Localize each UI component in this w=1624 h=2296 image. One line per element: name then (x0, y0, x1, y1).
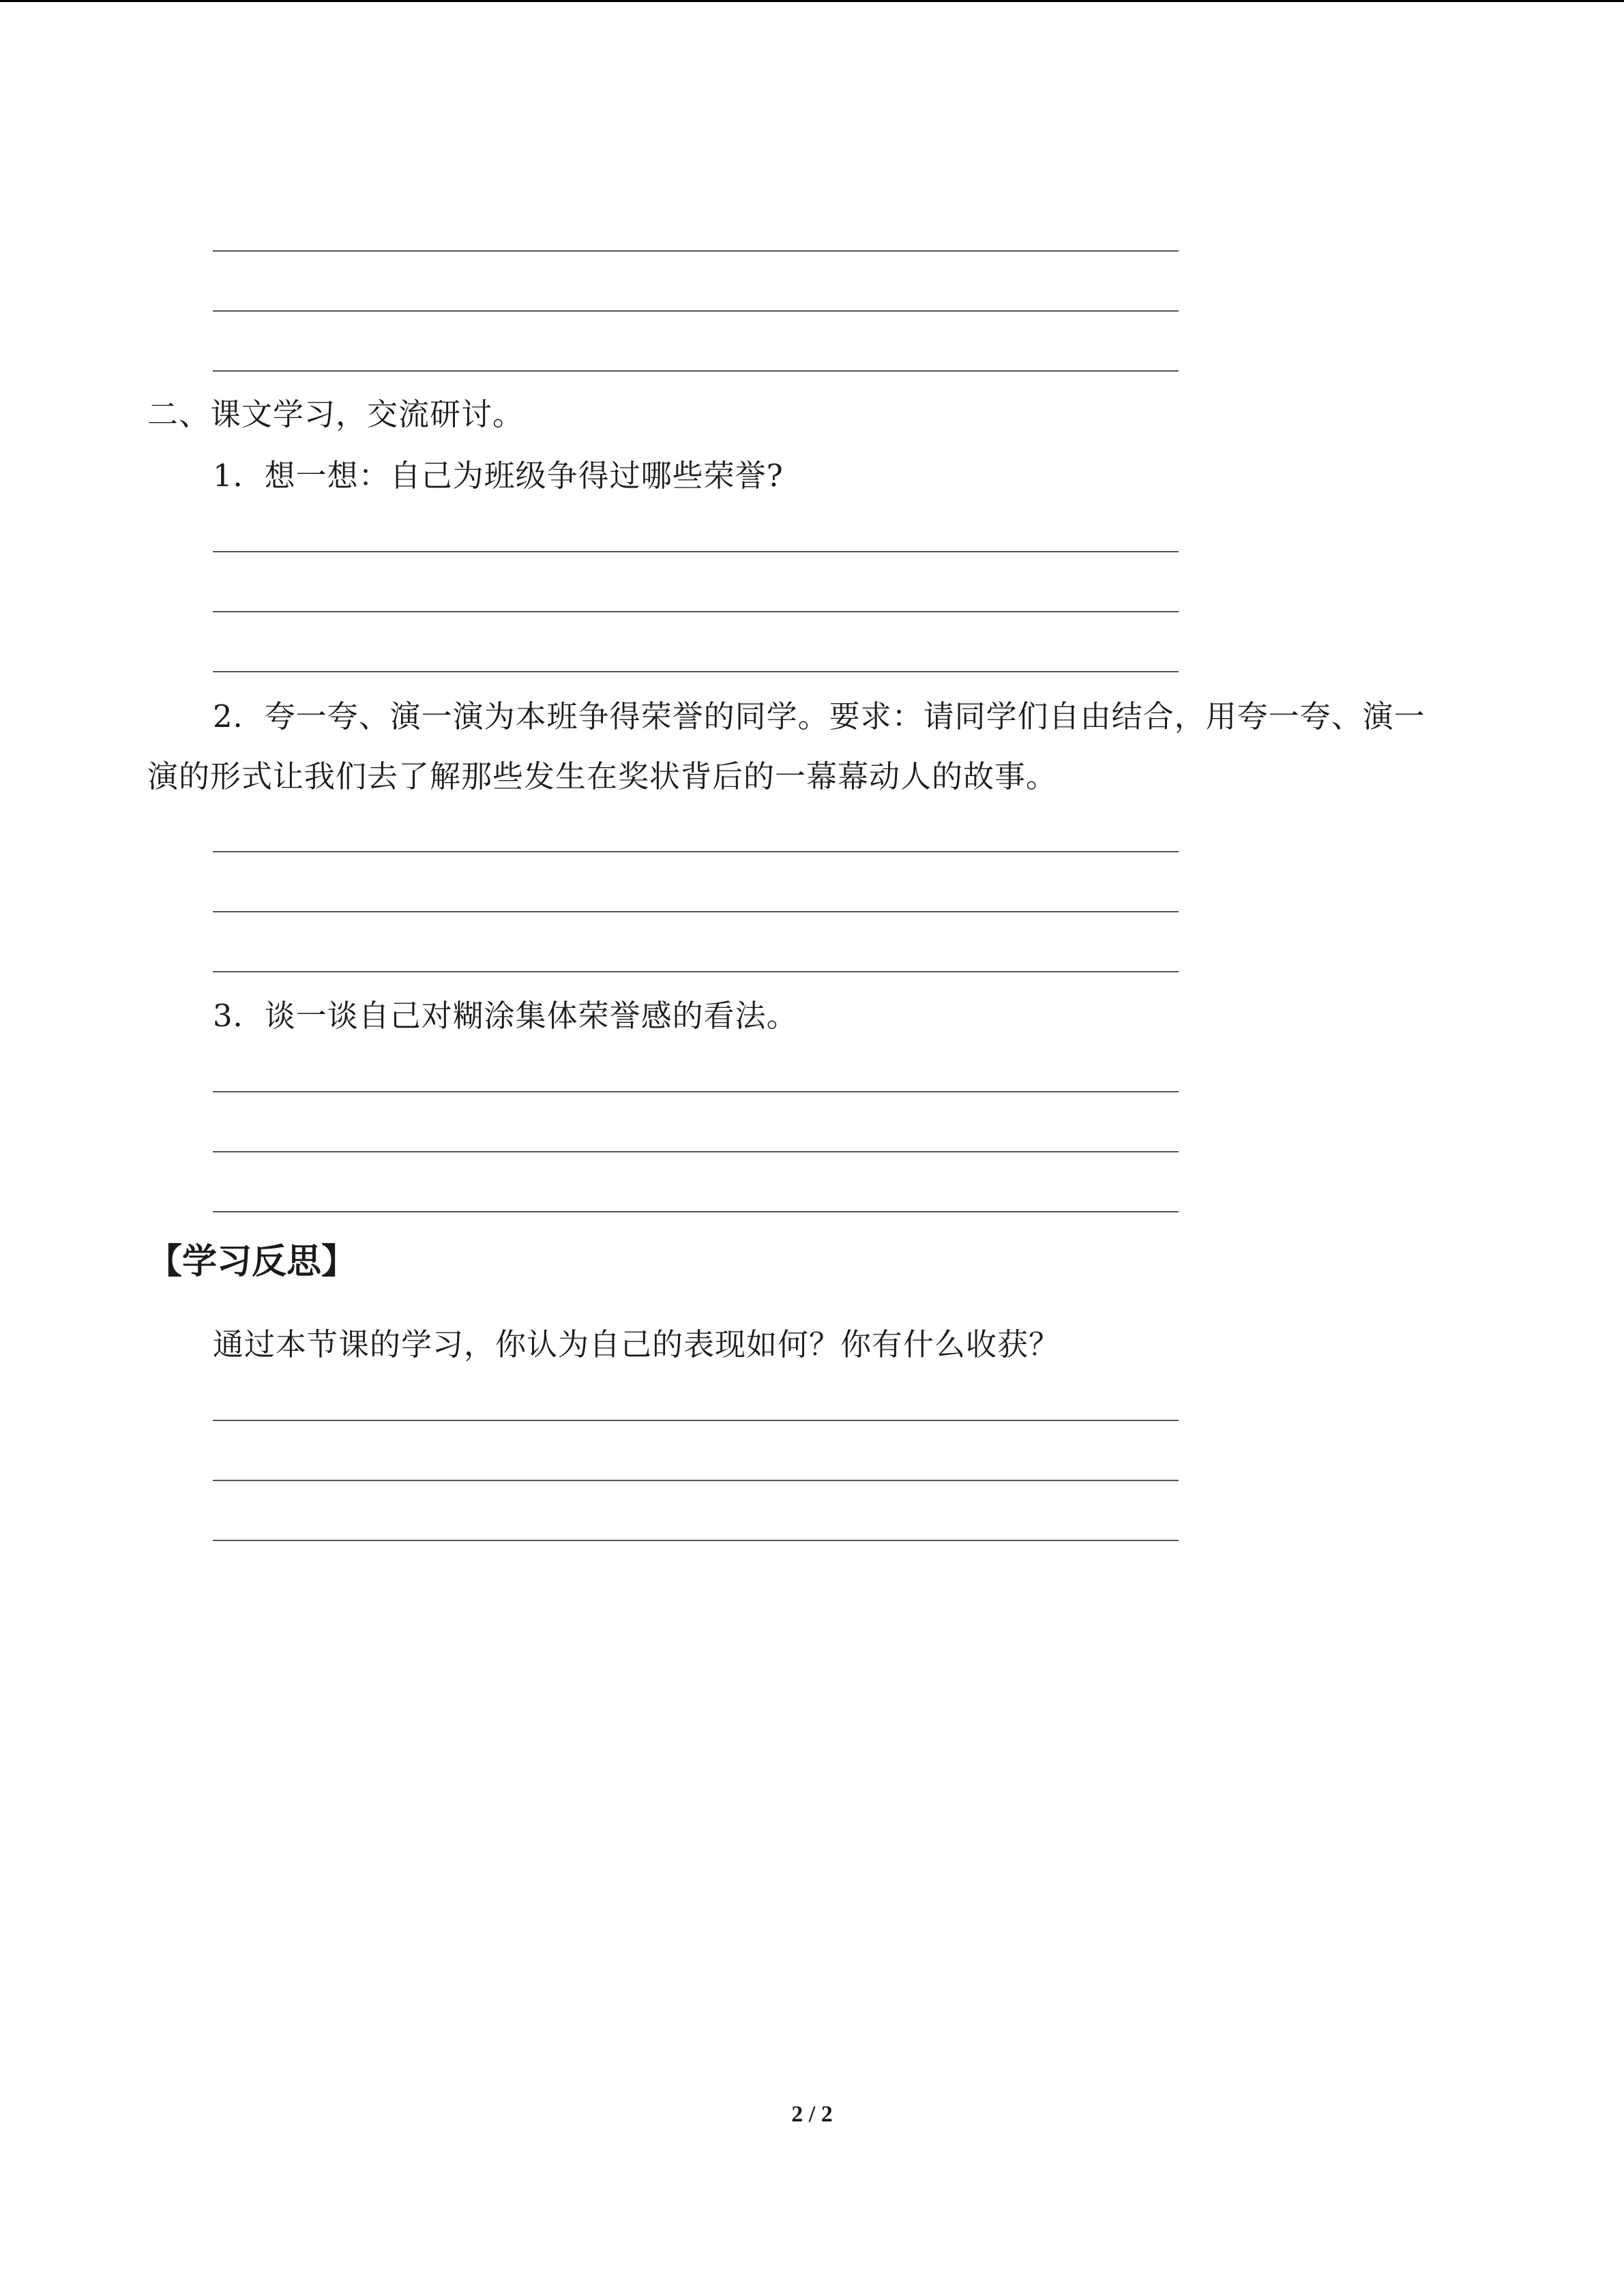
reflection-prompt: 通过本节课的学习，你认为自己的表现如何？你有什么收获？ (213, 1326, 1061, 1362)
answer-line (213, 1480, 1179, 1481)
answer-line (213, 1151, 1179, 1152)
answer-line (213, 1420, 1179, 1421)
answer-line (213, 851, 1179, 852)
question-2-line-2: 演的形式让我们去了解那些发生在奖状背后的一幕幕动人的故事。 (147, 758, 1058, 794)
answer-line (213, 1091, 1179, 1092)
section-title: 二、课文学习，交流研讨。 (147, 396, 525, 432)
question-2-line-1: 2．夸一夸、演一演为本班争得荣誉的同学。要求：请同学们自由结合，用夸一夸、演一 (213, 698, 1426, 734)
question-3: 3．谈一谈自己对糊涂集体荣誉感的看法。 (213, 998, 798, 1034)
answer-line (213, 551, 1179, 552)
answer-line (213, 1211, 1179, 1212)
answer-line (213, 911, 1179, 912)
answer-line (213, 250, 1179, 252)
answer-line (213, 971, 1179, 972)
answer-line (213, 1540, 1179, 1541)
answer-line (213, 611, 1179, 612)
question-1: 1．想一想：自己为班级争得过哪些荣誉? (213, 458, 784, 494)
answer-line (213, 310, 1179, 312)
answer-line (213, 370, 1179, 372)
answer-line (213, 671, 1179, 672)
page-top-border (0, 0, 1624, 2)
page-number: 2 / 2 (791, 2102, 833, 2127)
reflection-heading: 【学习反思】 (147, 1242, 357, 1282)
